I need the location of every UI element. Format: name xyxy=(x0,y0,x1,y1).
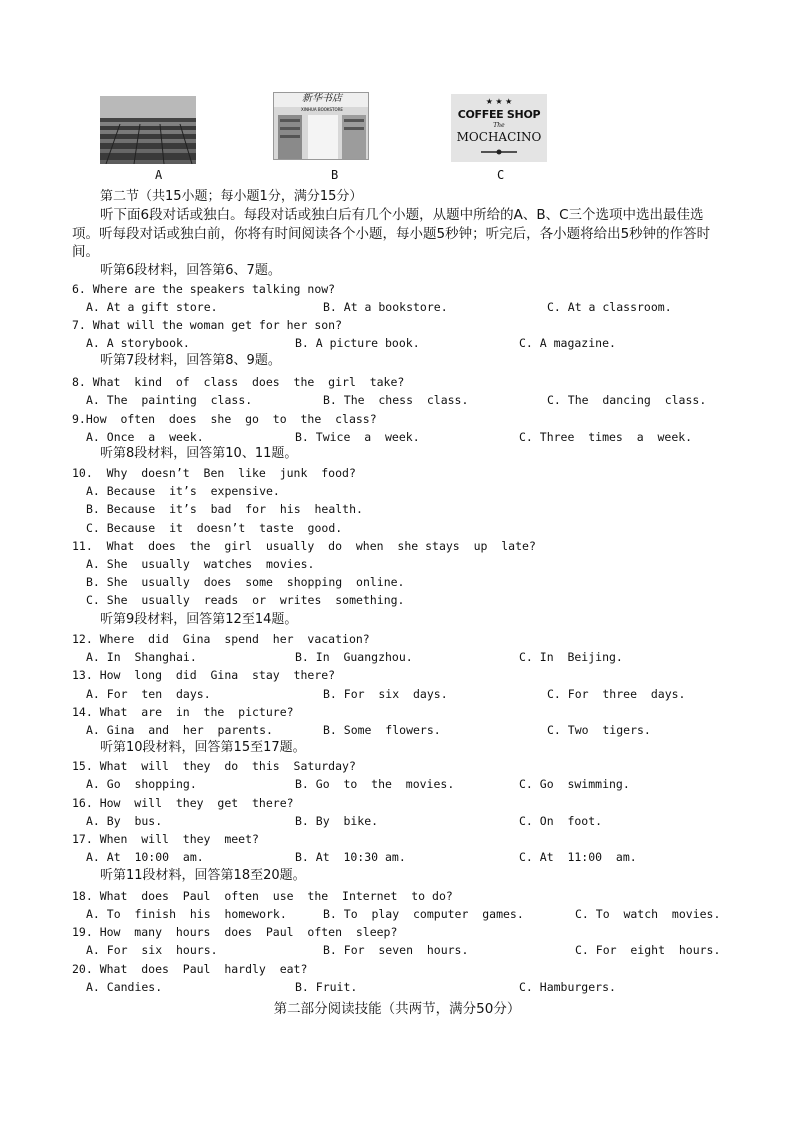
option-b: B. A picture book. xyxy=(295,336,420,350)
option-b: B. In Guangzhou. xyxy=(295,650,413,664)
option-b: B. Twice a week. xyxy=(295,430,420,444)
stars-icon: ★ ★ ★ xyxy=(485,97,513,106)
option-a: A. By bus. xyxy=(86,814,163,828)
option-a: A. Go shopping. xyxy=(86,777,197,791)
option-c: C. The dancing class. xyxy=(547,393,707,407)
option-c: C. Two tigers. xyxy=(547,723,651,737)
option-a: A. For ten days. xyxy=(86,687,211,701)
logo-mochacino: MOCHACINO xyxy=(456,130,542,144)
image-a-auditorium xyxy=(100,96,196,164)
option-a: A. Once a week. xyxy=(86,430,204,444)
image-label-b: B xyxy=(331,168,339,182)
option-b: B. Some flowers. xyxy=(323,723,441,737)
logo-the: The xyxy=(493,122,505,129)
option-c: C. To watch movies. xyxy=(575,907,721,921)
image-b-bookstore xyxy=(273,92,369,160)
question-stem: 17. When will they meet? xyxy=(72,832,259,846)
auditorium-icon xyxy=(100,96,196,164)
option-a: A. To finish his homework. xyxy=(86,907,287,921)
question-stem: 19. How many hours does Paul often sleep? xyxy=(72,925,398,939)
bookstore-sign: 新华书店 xyxy=(274,93,369,107)
option-a: A. Gina and her parents. xyxy=(86,723,273,737)
option-c: C. In Beijing. xyxy=(519,650,623,664)
question-stem: 18. What does Paul often use the Internet to do? xyxy=(72,889,453,903)
option-a: A. She usually watches movies. xyxy=(86,557,315,571)
option-b: B. She usually does some shopping online. xyxy=(86,575,405,589)
instructions: 听下面6段对话或独白。每段对话或独白后有几个小题，从题中所给的A、B、C三个选项中选出最佳选项。听每段对话或独白前，你将有时间阅读各个小题，每小题5秒钟；听完后，各小题将给出5秒钟的作答时间。 xyxy=(72,207,711,260)
material-header: 听第11段材料，回答第18至20题。 xyxy=(100,868,306,883)
logo-coffee-shop: COFFEE SHOP xyxy=(457,108,541,121)
question-stem: 15. What will they do this Saturday? xyxy=(72,759,356,773)
option-a: A. A storybook. xyxy=(86,336,190,350)
storefront-icon xyxy=(274,113,369,160)
option-a: A. At a gift store. xyxy=(86,300,218,314)
question-stem: 16. How will they get there? xyxy=(72,796,294,810)
material-header: 听第7段材料，回答第8、9题。 xyxy=(100,353,281,368)
question-stem: 8. What kind of class does the girl take? xyxy=(72,375,405,389)
question-stem: 7. What will the woman get for her son? xyxy=(72,318,343,332)
option-a: A. Because it’s expensive. xyxy=(86,484,280,498)
option-b: B. For six days. xyxy=(323,687,448,701)
option-c: C. For three days. xyxy=(547,687,686,701)
option-c: C. On foot. xyxy=(519,814,603,828)
option-a: A. Candies. xyxy=(86,980,163,994)
image-label-c: C xyxy=(497,168,505,182)
option-c: C. She usually reads or writes something. xyxy=(86,593,405,607)
option-b: B. By bike. xyxy=(295,814,379,828)
section-title: 第二节（共15小题；每小题1分，满分15分） xyxy=(100,189,363,204)
option-b: B. At 10:30 am. xyxy=(295,850,406,864)
question-stem: 12. Where did Gina spend her vacation? xyxy=(72,632,370,646)
option-b: B. For seven hours. xyxy=(323,943,469,957)
option-c: C. Three times a week. xyxy=(519,430,693,444)
material-header: 听第8段材料，回答第10、11题。 xyxy=(100,446,298,461)
option-b: B. At a bookstore. xyxy=(323,300,448,314)
option-b: B. Fruit. xyxy=(295,980,358,994)
option-b: B. The chess class. xyxy=(323,393,469,407)
option-c: C. A magazine. xyxy=(519,336,616,350)
question-stem: 14. What are in the picture? xyxy=(72,705,294,719)
question-stem: 9.How often does she go to the class? xyxy=(72,412,377,426)
option-c: C. At a classroom. xyxy=(547,300,672,314)
option-c: C. Go swimming. xyxy=(519,777,630,791)
bookstore-sign-sub: XINHUA BOOKSTORE xyxy=(301,107,343,112)
image-label-a: A xyxy=(155,168,163,182)
option-b: B. Go to the movies. xyxy=(295,777,455,791)
material-header: 听第10段材料，回答第15至17题。 xyxy=(100,740,306,755)
wings-icon xyxy=(451,146,547,158)
option-a: A. The painting class. xyxy=(86,393,253,407)
option-b: B. Because it’s bad for his health. xyxy=(86,502,363,516)
option-a: A. For six hours. xyxy=(86,943,218,957)
option-c: C. Because it doesn’t taste good. xyxy=(86,521,343,535)
image-c-coffee-shop-logo xyxy=(451,94,547,162)
option-c: C. Hamburgers. xyxy=(519,980,616,994)
option-c: C. For eight hours. xyxy=(575,943,721,957)
option-b: B. To play computer games. xyxy=(323,907,524,921)
part-two-title: 第二部分阅读技能（共两节，满分50分） xyxy=(273,1001,521,1017)
question-stem: 13. How long did Gina stay there? xyxy=(72,668,336,682)
question-stem: 10. Why doesn’t Ben like junk food? xyxy=(72,466,356,480)
option-a: A. In Shanghai. xyxy=(86,650,197,664)
question-stem: 20. What does Paul hardly eat? xyxy=(72,962,308,976)
material-header: 听第9段材料，回答第12至14题。 xyxy=(100,612,298,627)
material-header: 听第6段材料，回答第6、7题。 xyxy=(100,263,281,278)
question-stem: 6. Where are the speakers talking now? xyxy=(72,282,336,296)
option-a: A. At 10:00 am. xyxy=(86,850,204,864)
option-c: C. At 11:00 am. xyxy=(519,850,637,864)
question-stem: 11. What does the girl usually do when she stays up late? xyxy=(72,539,536,553)
